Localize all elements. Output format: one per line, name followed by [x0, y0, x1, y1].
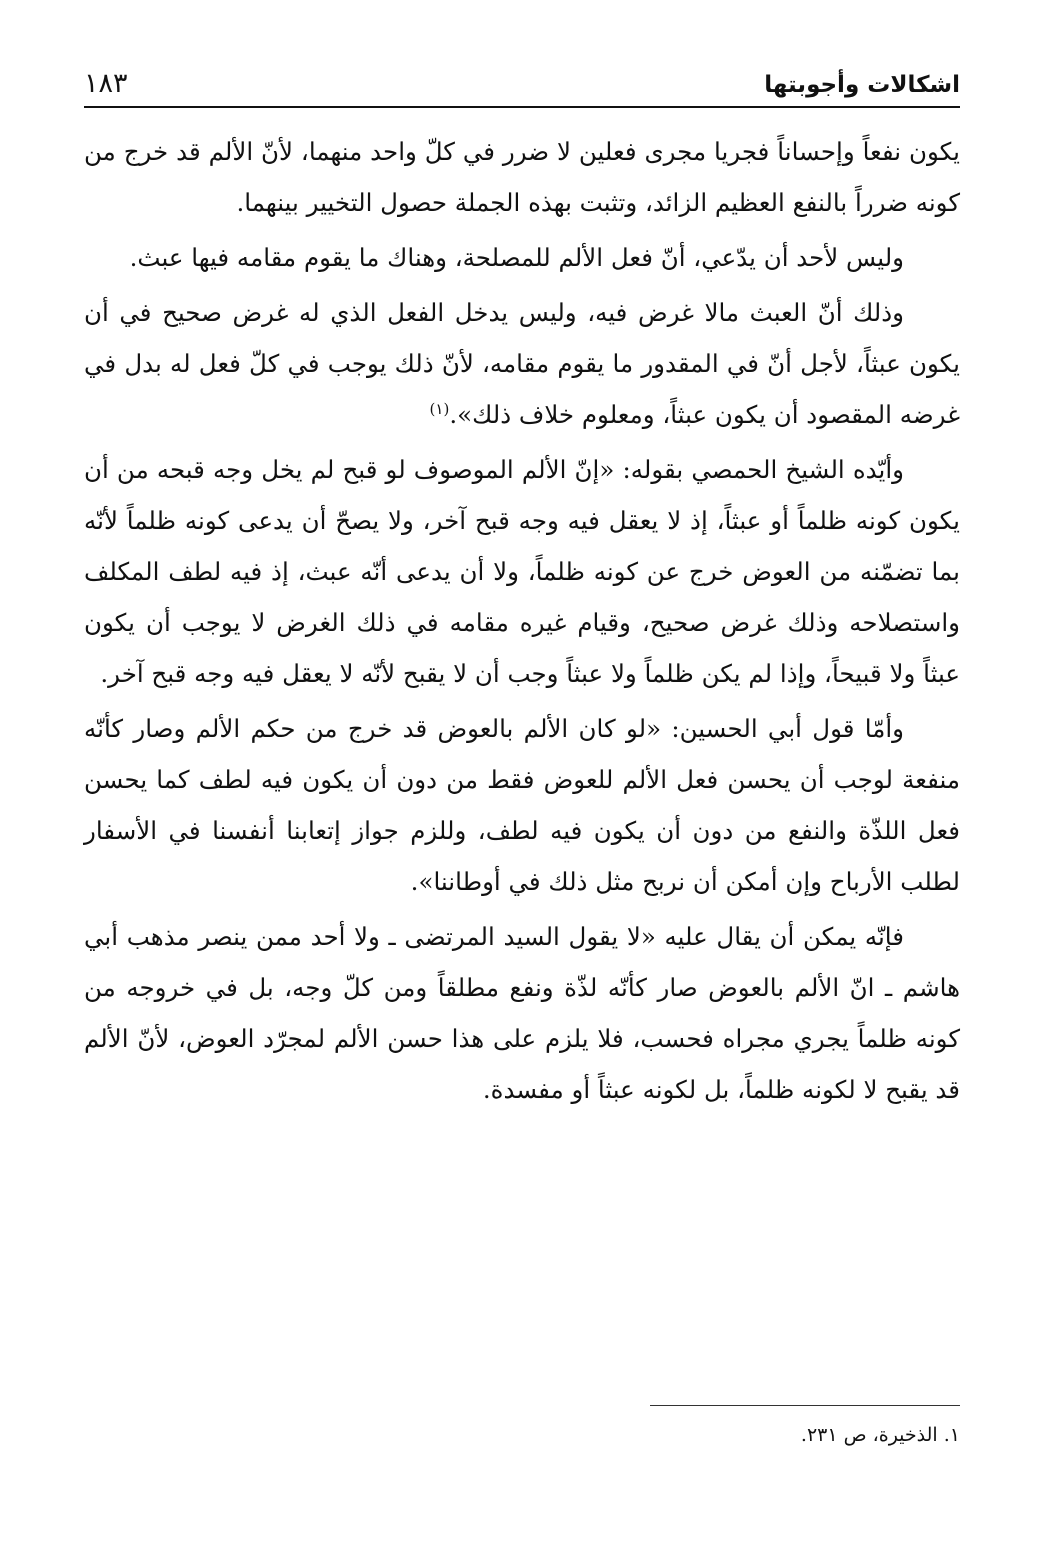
- paragraph-4: وأيّده الشيخ الحمصي بقوله: «إنّ الألم الموصوف لو قبح لم يخل وجه قبحه من أن يكون كونه ظلماً أو عبثاً، إذ لا يعقل فيه وجه قبح آخر، ولا يصحّ أن يدعى كونه ظلماً لأنّه بما تضمّنه من العوض خرج عن كونه ظلماً، ولا أن يدعى أنّه عبث، إذ فيه لطف المكلف واستصلاحه وذلك غرض صحيح، وقيام غيره مقامه في ذلك الغرض لا يوجب أن يكون عبثاً ولا قبيحاً، وإذا لم يكن ظلماً ولا عبثاً وجب أن لا يقبح لأنّه لا يعقل فيه وجه قبح آخر.: [84, 455, 960, 688]
- paragraph-3: [84, 287, 960, 440]
- paragraph-3-text: وذلك أنّ العبث مالا غرض فيه، وليس يدخل الفعل الذي له غرض صحيح في أن يكون عبثاً، لأجل أنّ في المقدور ما يقوم مقامه، لأنّ ذلك يوجب في كلّ فعل له بدل في غرضه المقصود أن يكون عبثاً، ومعلوم خلاف ذلك».: [84, 298, 960, 429]
- footnote-reference: (١): [429, 399, 450, 418]
- body-text: [84, 126, 960, 1115]
- page-number: ١٨٣: [84, 67, 128, 99]
- footnote-divider: [650, 1405, 960, 1406]
- footnote: ١. الذخيرة، ص ٢٣١.: [800, 1424, 960, 1446]
- paragraph-1: يكون نفعاً وإحساناً فجريا مجرى فعلين لا ضرر في كلّ واحد منهما، لأنّ الألم قد خرج من كونه ضرراً بالنفع العظيم الزائد، وتثبت بهذه الجملة حصول التخيير بينهما.: [84, 137, 960, 217]
- page-header: [84, 60, 960, 108]
- running-title: اشكالات وأجوبتها: [764, 72, 960, 99]
- paragraph-5: وأمّا قول أبي الحسين: «لو كان الألم بالعوض قد خرج من حكم الألم وصار كأنّه منفعة لوجب أن يحسن فعل الألم للعوض فقط من دون أن يكون فيه لطف كما يحسن فعل اللذّة والنفع من دون أن يكون فيه لطف، وللزم جواز إتعابنا أنفسنا في الأسفار لطلب الأرباح وإن أمكن أن نربح مثل ذلك في أوطاننا».: [84, 714, 960, 896]
- paragraph-6: فإنّه يمكن أن يقال عليه «لا يقول السيد المرتضى ـ ولا أحد ممن ينصر مذهب أبي هاشم ـ انّ الألم بالعوض صار كأنّه لذّة ونفع مطلقاً ومن كلّ وجه، بل في خروجه من كونه ظلماً يجري مجراه فحسب، فلا يلزم على هذا حسن الألم لمجرّد العوض، لأنّ الألم قد يقبح لا لكونه ظلماً، بل لكونه عبثاً أو مفسدة.: [84, 922, 960, 1104]
- paragraph-2: وليس لأحد أن يدّعي، أنّ فعل الألم للمصلحة، وهناك ما يقوم مقامه فيها عبث.: [129, 243, 904, 272]
- document-page: [84, 60, 960, 1500]
